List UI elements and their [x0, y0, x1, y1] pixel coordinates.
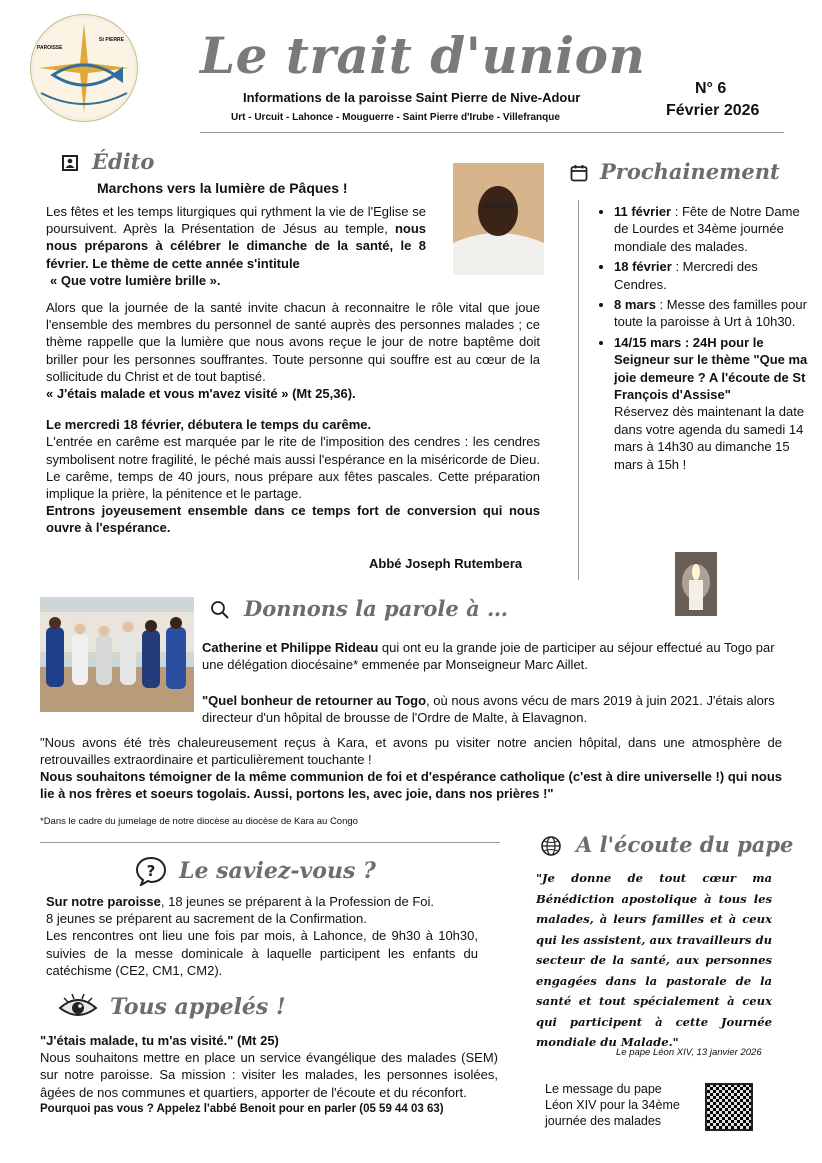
list-item: • 8 mars : Messe des familles pour toute la paroisse à Urt à 10h30.	[614, 296, 808, 331]
parole-intro-names: Catherine et Philippe Rideau	[202, 640, 379, 655]
column-divider	[578, 200, 579, 580]
eye-icon	[58, 992, 98, 1022]
parish-logo	[30, 14, 138, 122]
pape-source: Le pape Léon XIV, 13 janvier 2026	[616, 1047, 762, 1058]
appeles-cta: Pourquoi pas vous ? Appelez l'abbé Benoit pour en parler (05 59 44 03 63)	[40, 1102, 444, 1115]
logo-text-right: St PIERRE	[99, 37, 125, 43]
logo-text-left: PAROISSE	[37, 45, 63, 51]
parole-quote-1	[202, 692, 782, 726]
parole-q1-bold: "Quel bonheur de retourner au Togo	[202, 693, 427, 708]
person-icon	[62, 155, 78, 171]
edito-p3-title: Le mercredi 18 février, débutera le temps du carême.	[46, 417, 372, 433]
list-item: • 14/15 mars : 24H pour le Seigneur sur le thème "Que ma joie demeure ? A l'écoute de St François d'Assise" Réservez dès maintenant la date dans votre agenda du samedi 14 mars à 14h30 au dimanche 15 mars à 15h !	[614, 334, 808, 473]
abbe-photo	[453, 163, 544, 275]
saviez-heading: Le saviez-vous ?	[179, 858, 376, 884]
appeles-body	[40, 1032, 498, 1118]
saviez-bold: Sur notre paroisse	[46, 894, 161, 909]
parole-quote-2: "Nous avons été très chaleureusement reçus à Kara, et avons pu visiter notre ancien hôpital, dans une atmosphère de retrouvailles extraordinaire et particulièrement touchante !	[40, 735, 782, 768]
saviez-p3: Les rencontres ont lieu une fois par mois, à Lahonce, de 9h30 à 10h30, suivies de la messe dominicale à laquelle participent les enfants du catéchisme (CE2, CM1, CM2).	[46, 928, 478, 978]
prochainement-list	[596, 203, 808, 476]
appeles-heading: Tous appelés !	[110, 994, 286, 1020]
edito-p1-c: « Que votre lumière brille ».	[50, 272, 221, 288]
edito-p2-quote: « J'étais malade et vous m'avez visité » (Mt 25,36).	[46, 386, 356, 402]
globe-icon	[540, 835, 562, 857]
saviez-rest: , 18 jeunes se préparent à la Profession de Foi.	[160, 894, 435, 909]
edito-p2: Alors que la journée de la santé invite chacun à reconnaitre le rôle vital que joue l'ensemble des membres du personnel de santé auprès des personnes malades ; ce thème rappelle que la lumière que nous avons reçue le jour de notre baptême doit briller pour les personnes souffrantes. Toute personne qui souffre est au cœur de la sollicitude du Christ et de tout baptisé.	[46, 300, 540, 384]
appeles-p: Nous souhaitons mettre en place un service évangélique des malades (SEM) sur notre paroisse. Sa mission : visiter les malades, les personnes isolées, âgées de nos communes et quartiers, apporter de l'écoute et du réconfort.	[40, 1050, 498, 1100]
list-item: • 11 février : Fête de Notre Dame de Lourdes et 34ème journée mondiale des malades.	[614, 203, 808, 255]
candle-image	[675, 552, 717, 616]
qr-caption: Le message du pape Léon XIV pour la 34ème journée des malades	[545, 1082, 680, 1128]
parole-intro	[202, 639, 777, 673]
group-photo	[40, 597, 194, 712]
edito-p1-a: Les fêtes et les temps liturgiques qui rythment la vie de l'Eglise se poursuivent. Après la Présentation de Jésus au temple,	[46, 204, 426, 237]
parole-intro-rest: qui ont eu la grande joie de participer au séjour effectué au Togo par une délégation diocésaine* emmenée par Monseigneur Marc Aillet.	[202, 640, 775, 673]
list-item-note: Réservez dès maintenant la date dans votre agenda du samedi 14 mars à 14h30 au dimanche 15 mars à 15h !	[614, 404, 805, 472]
masthead-divider	[200, 132, 784, 133]
pape-heading: A l'écoute du pape	[576, 832, 794, 857]
edito-body	[46, 299, 540, 537]
svg-text:?: ?	[146, 862, 156, 880]
parole-footnote: *Dans le cadre du jumelage de notre diocèse au diocèse de Kara au Congo	[40, 816, 358, 827]
edito-p1-b: nous nous préparons à célébrer le dimanche de la santé, le 8 février. Le thème de cette année s'intitule	[46, 221, 426, 271]
issue-number: N° 6	[695, 80, 727, 97]
edito-heading: Édito	[92, 149, 155, 174]
edito-p1	[46, 203, 426, 289]
parole-heading: Donnons la parole à …	[244, 596, 508, 621]
saviez-p2: 8 jeunes se préparent au sacrement de la Confirmation.	[46, 911, 367, 927]
saviez-body	[46, 893, 478, 979]
issue-date: Février 2026	[666, 102, 760, 119]
parole-quote-3: Nous souhaitons témoigner de la même communion de foi et d'espérance catholique (c'est à dire universelle !) qui nous lie à nos frères et soeurs togolais. Aussi, portons les, avec joie, dans nos prières !"	[40, 769, 782, 802]
edito-title: Marchons vers la lumière de Pâques !	[97, 180, 348, 196]
pape-quote: "Je donne de tout cœur ma Bénédiction apostolique à tous les malades, à leurs familles et à ceux qui les assistent, aux travailleurs du secteur de la santé, aux personnes engagées dans la pastorale de la santé et tout spécialement à ceux qui participent à cette Journée mondiale du Malade."	[536, 871, 772, 1049]
question-bubble-icon	[135, 856, 167, 886]
search-icon	[210, 600, 230, 620]
appeles-quote: "J'étais malade, tu m'as visité." (Mt 25)	[40, 1033, 279, 1048]
prochainement-heading: Prochainement	[600, 159, 780, 184]
calendar-icon	[570, 164, 588, 182]
edito-p3: L'entrée en carême est marquée par le rite de l'imposition des cendres : les cendres symbolisent notre fragilité, le péché mais aussi l'espérance en la miséricorde de Dieu. Le carême, temps de 40 jours, nous prépare aux fêtes pascales. Cette préparation implique la prière, la pénitence et le partage.	[46, 434, 540, 502]
qr-code-icon[interactable]	[705, 1083, 753, 1131]
masthead-subtitle: Informations de la paroisse Saint Pierre de Nive-Adour	[243, 90, 581, 105]
edito-p3-bold: Entrons joyeusement ensemble dans ce temps fort de conversion qui nous ouvre à l'espérance.	[46, 503, 540, 536]
masthead-title: Le trait d'union	[200, 26, 646, 85]
edito-signature: Abbé Joseph Rutembera	[369, 556, 523, 571]
parole-q1-rest: , où nous avons vécu de mars 2019 à juin 2021. J'étais alors directeur d'un hôpital de brousse de l'Ordre de Malte, à Elavagnon.	[202, 693, 775, 726]
section-divider	[40, 842, 500, 843]
masthead-towns: Urt - Urcuit - Lahonce - Mouguerre - Saint Pierre d'Irube - Villefranque	[231, 112, 560, 123]
list-item: • 18 février : Mercredi des Cendres.	[614, 258, 808, 293]
